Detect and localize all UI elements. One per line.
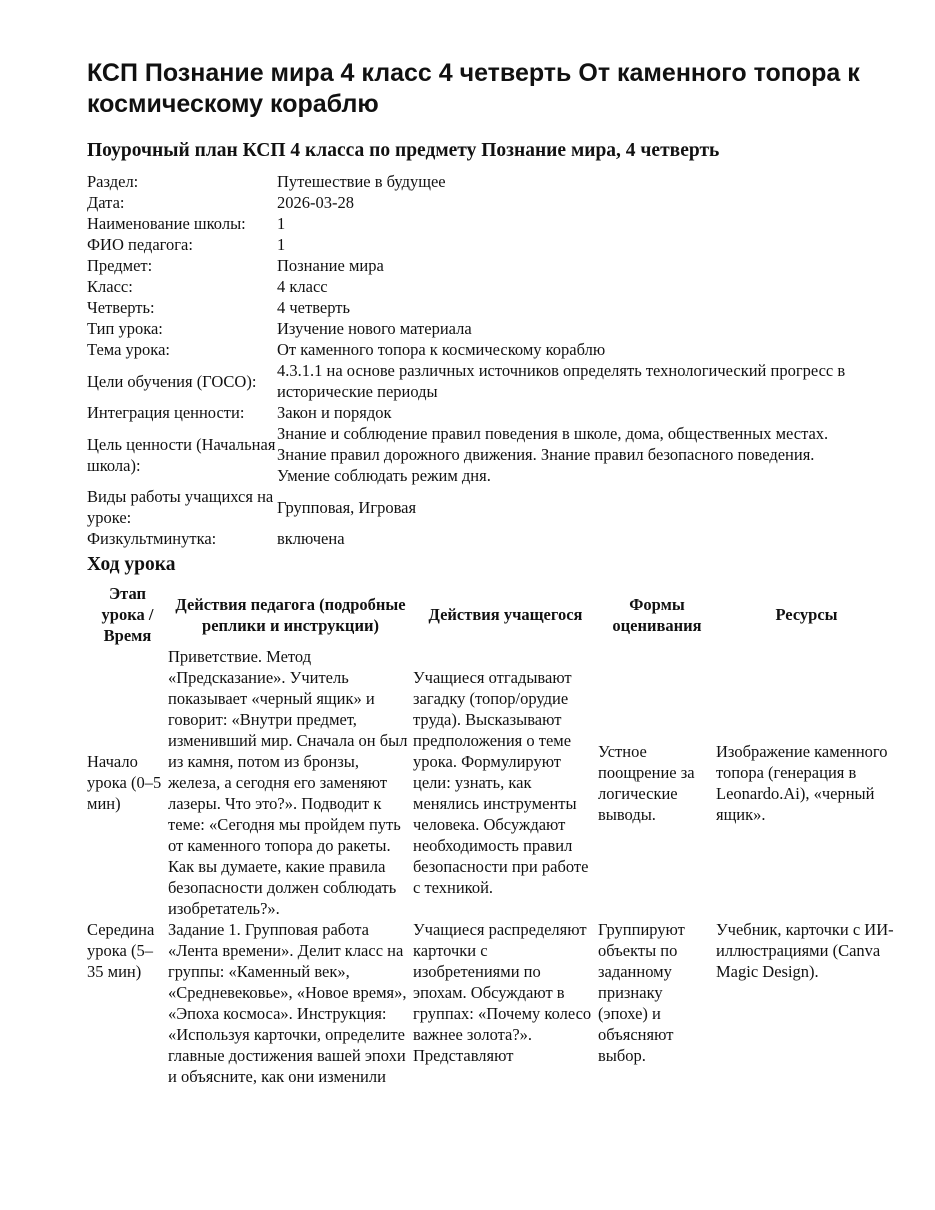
cell-assessment: Группируют объекты по заданному признаку (эпохе) и объясняют выбор. xyxy=(598,920,685,1065)
info-value: Групповая, Игровая xyxy=(277,497,417,517)
info-value: 4.3.1.1 на основе различных источников определять технологический прогресс в исторические периоды xyxy=(277,361,846,401)
info-value: Путешествие в будущее xyxy=(277,172,446,191)
info-label: Наименование школы: xyxy=(87,214,246,233)
info-row xyxy=(87,486,867,528)
lesson-plan-table xyxy=(87,583,897,1087)
column-header-assessment: Формы оценивания xyxy=(612,594,702,635)
info-row xyxy=(87,297,867,318)
info-label: Цели обучения (ГОСО): xyxy=(87,371,257,391)
info-value: 4 класс xyxy=(277,277,328,296)
column-header-student: Действия учащегося xyxy=(428,605,583,624)
info-label: Цель ценности (Начальная школа): xyxy=(87,434,276,475)
info-value: Закон и порядок xyxy=(277,403,392,422)
info-value: включена xyxy=(277,529,345,548)
cell-teacher: Приветствие. Метод «Предсказание». Учитель показывает «черный ящик» и говорит: «Внутри предмет, изменивший мир. Сначала он был из камня, потом из бронзы, железа, а сегодня его заменяют лазеры. Что это?». Подводит к теме: «Сегодня мы пройдем путь от каменного топора до ракеты. Как вы думаете, какие правила безопасности должен соблюдать изобретатель?». xyxy=(168,647,408,918)
document-page xyxy=(87,58,897,1087)
info-value: 4 четверть xyxy=(277,298,350,317)
column-header-teacher: Действия педагога (подробные реплики и инструкции) xyxy=(175,594,406,635)
cell-stage: Середина урока (5–35 мин) xyxy=(87,920,155,981)
info-label: Тип урока: xyxy=(87,319,163,338)
info-label: Раздел: xyxy=(87,172,139,191)
info-row xyxy=(87,423,867,486)
info-row xyxy=(87,402,867,423)
cell-assessment: Устное поощрение за логические выводы. xyxy=(598,741,695,824)
info-row xyxy=(87,528,867,549)
document-title: КСП Познание мира 4 класс 4 четверть От каменного топора к космическому кораблю xyxy=(87,59,860,118)
info-row xyxy=(87,192,867,213)
info-label: Дата: xyxy=(87,193,125,212)
lesson-flow-heading: Ход урока xyxy=(87,554,176,575)
info-value: Изучение нового материала xyxy=(277,319,472,338)
table-row xyxy=(87,919,897,1087)
info-value: 1 xyxy=(277,235,286,254)
cell-student: Учащиеся распределяют карточки с изобретениями по эпохам. Обсуждают в группах: «Почему колесо важнее золота?». Представляют xyxy=(413,920,592,1065)
column-header-stage: Этап урока / Время xyxy=(101,584,154,645)
plan-subtitle: Поурочный план КСП 4 класса по предмету Познание мира, 4 четверть xyxy=(87,140,720,161)
plan-header-row xyxy=(87,583,897,646)
info-value: Знание и соблюдение правил поведения в школе, дома, общественных местах. Знание правил дорожного движения. Знание правил безопасного поведения. Умение соблюдать режим дня. xyxy=(277,424,829,485)
lesson-info-table xyxy=(87,171,867,549)
info-row xyxy=(87,255,867,276)
cell-teacher: Задание 1. Групповая работа «Лента времени». Делит класс на группы: «Каменный век», «Средневековье», «Новое время», «Эпоха космоса». Инструкция: «Используя карточки, определите главные достижения вашей эпохи и объясните, как они изменили xyxy=(168,920,407,1086)
info-label: Виды работы учащихся на уроке: xyxy=(87,487,274,527)
info-row xyxy=(87,213,867,234)
info-value: Познание мира xyxy=(277,256,384,275)
info-value: 1 xyxy=(277,214,286,233)
info-value: 2026-03-28 xyxy=(277,193,354,212)
info-label: Класс: xyxy=(87,277,133,296)
info-label: Предмет: xyxy=(87,256,153,275)
cell-stage: Начало урока (0–5 мин) xyxy=(87,752,162,813)
info-row xyxy=(87,234,867,255)
info-row xyxy=(87,318,867,339)
info-row xyxy=(87,171,867,192)
info-row xyxy=(87,276,867,297)
column-header-resources: Ресурсы xyxy=(775,605,838,624)
info-label: Тема урока: xyxy=(87,340,170,359)
info-label: Физкультминутка: xyxy=(87,529,217,548)
cell-student: Учащиеся отгадывают загадку (топор/орудие труда). Высказывают предположения о теме урока. Формулируют цели: узнать, как менялись инструменты человека. Обсуждают необходимость правил безопасности при работе с техникой. xyxy=(413,668,589,897)
cell-resources: Изображение каменного топора (генерация в Leonardo.Ai), «черный ящик». xyxy=(716,741,888,824)
info-label: ФИО педагога: xyxy=(87,235,193,254)
info-label: Интеграция ценности: xyxy=(87,403,245,422)
table-row xyxy=(87,646,897,919)
info-row xyxy=(87,339,867,360)
cell-resources: Учебник, карточки с ИИ-иллюстрациями (Canva Magic Design). xyxy=(716,920,894,981)
info-row xyxy=(87,360,867,402)
info-value: От каменного топора к космическому кораблю xyxy=(277,340,606,359)
info-label: Четверть: xyxy=(87,298,155,317)
